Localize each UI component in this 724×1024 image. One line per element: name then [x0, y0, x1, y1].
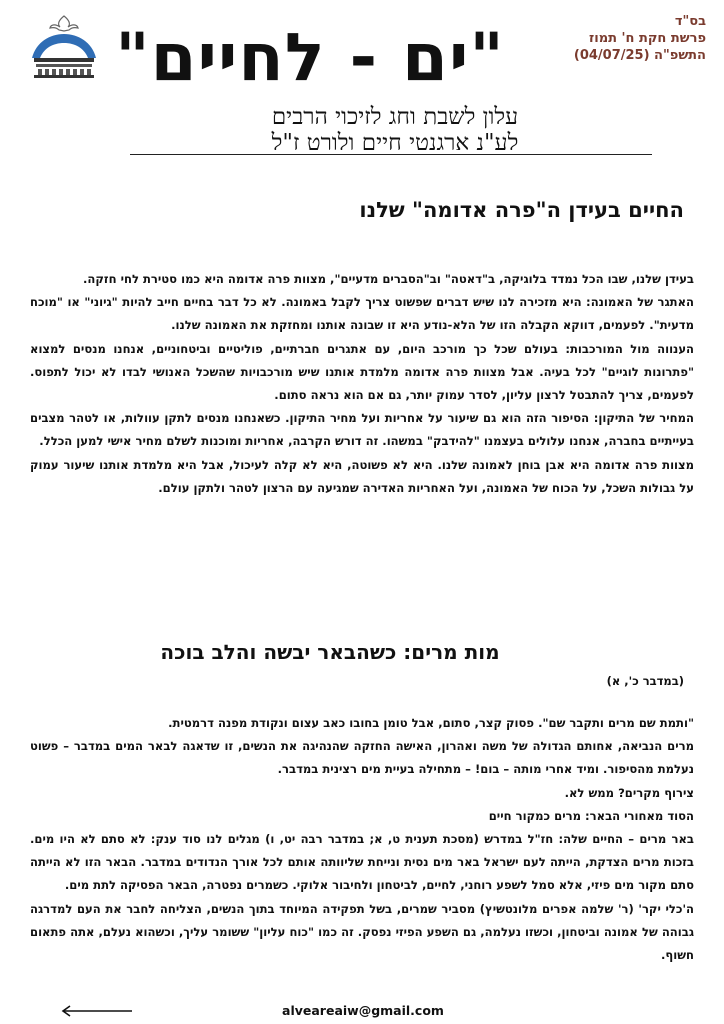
article1-heading: החיים בעידן ה"פרה אדומה" שלנו	[359, 198, 684, 222]
article2-paragraph: ה'כלי יקר' (ר' שלמה אפרים מלונטשיץ) מסביר שמרים, בשל תפקידה המיוחד בתוך הנשים, הצליחה לחבר את העם למדרגה גבוהה של אמונה וביטחון, וכשזו נעלמה, גם השפע הפיזי נפסק. זה כמו "כוח עליון" ששומר עליך, וכשהוא נעלם, אתה פתאום חשוף.	[30, 901, 694, 963]
article2-body	[30, 712, 694, 967]
article1-paragraph: האתגר של האמונה: היא מזכירה לנו שיש דברים שפשוט צריך לקבל באמונה. לא כל דבר בחיים חייב להיות "גיוני" או "מוכח מדעית". לפעמים, דווקא הקבלה הזו של הלא-נודע היא זו שבונה אותנו ומחזקת את האמונה שלנו.	[30, 295, 694, 333]
contact-email[interactable]: alveareaiw@gmail.com	[282, 1003, 444, 1018]
article2-source: (במדבר כ', א)	[606, 674, 684, 688]
date-label: התשפ"ה (04/07/25)	[573, 48, 706, 63]
article1-paragraph: המחיר של התיקון: הסיפור הזה הוא גם שיעור על אחריות ועל מחיר התיקון. כשאנחנו מנסים לתקן עוולות, או לטהר מצבים בעייתיים בחברה, אנחנו עלולים בעצמנו "להידבק" במשהו. זה דורש הקרבה, אחריות ומוכנות לשלם מחיר אישי למען הכלל.	[30, 411, 694, 449]
newsletter-title: "ים - לחיים"	[115, 19, 505, 96]
subtitle-line-2: לע"נ ארגנטי חיים ולורט ז"ל	[271, 130, 519, 156]
synagogue-logo-icon	[26, 12, 102, 80]
article2-paragraph: באר מרים – החיים שלה: חז"ל במדרש (מסכת תענית ט, א; במדבר רבה יט, ו) מגלים לנו סוד ענק: לא סתם לא היו מים. בזכות מרים הצדקת, הייתה לעם ישראל באר מים נסית ונייחת שליוותה אותם לכל אורך הנדודים במדבר. הבאר הזו לא הייתה סתם מקור מים פיזי, אלא סמל לשפע רוחני, לחיים, לביטחון ולחיבור אלוקי. כשמרים נפטרה, הבאר הפסיקה לתת מים.	[30, 832, 694, 893]
header-divider	[130, 154, 652, 155]
article2-paragraph: מרים הנביאה, אחותם הגדולה של משה ואהרון, האישה החזקה שהנהיגה את הנשים, זו שדאגה לבאר המים במדבר – פשוט נעלמת מהסיפור. ומיד אחרי מותה – בום! – מתחילה בעיית מים רצינית במדבר.	[30, 739, 694, 777]
article2-paragraph: "ותמת שם מרים ותקבר שם". פסוק קצר, סתום, אבל טומן בחובו כאב עצום ונקודת מפנה דרמטית.	[168, 716, 694, 730]
bsd-label: בס"ד	[674, 14, 706, 29]
parasha-label: פרשת חקת ח' תמוז	[589, 31, 706, 46]
article1-paragraph: בעידן שלנו, שבו הכל נמדד בלוגיקה, ב"דאטה" וב"הסברים מדעיים", מצוות פרה אדומה היא כמו סטירת לחי חזקה.	[83, 272, 694, 286]
newsletter-subtitle	[140, 104, 650, 156]
article1-paragraph: הענווה מול המורכבות: בעולם שכל כך מורכב היום, עם אתגרים חברתיים, פוליטיים וביטחוניים, אנחנו מנסים למצוא "פתרונות לוגיים" לכל בעיה. אבל מצוות פרה אדומה מלמדת אותנו שיש מורכבויות שהשכל האנושי לבדו לא יכול לתפוס. לפעמים, צריך להתבטל לרצון עליון, לסדר עמוק יותר, גם אם הוא נראה סתום.	[30, 341, 694, 403]
subtitle-line-1: עלון לשבת וחג לזיכוי הרבים	[271, 104, 519, 130]
article2-paragraph: הסוד מאחורי הבאר: מרים כמקור חיים	[488, 808, 694, 823]
article2-heading: מות מרים: כשהבאר יבשה והלב בוכה	[160, 640, 500, 664]
article2-paragraph: צירוף מקרים? ממש לא.	[564, 785, 694, 800]
article1-paragraph: מצוות פרה אדומה היא אבן בוחן לאמונה שלנו. היא לא פשוטה, היא לא קלה לעיכול, אבל היא מלמדת אותנו שיעור עמוק על גבולות השכל, על הכוח של האמונה, ועל האחריות האדירה שמגיעה עם הרצון לטהר ולתקן עולם.	[30, 457, 694, 495]
header-date-block	[506, 14, 706, 64]
arrow-left-icon	[60, 1004, 134, 1018]
article1-body	[30, 268, 694, 500]
